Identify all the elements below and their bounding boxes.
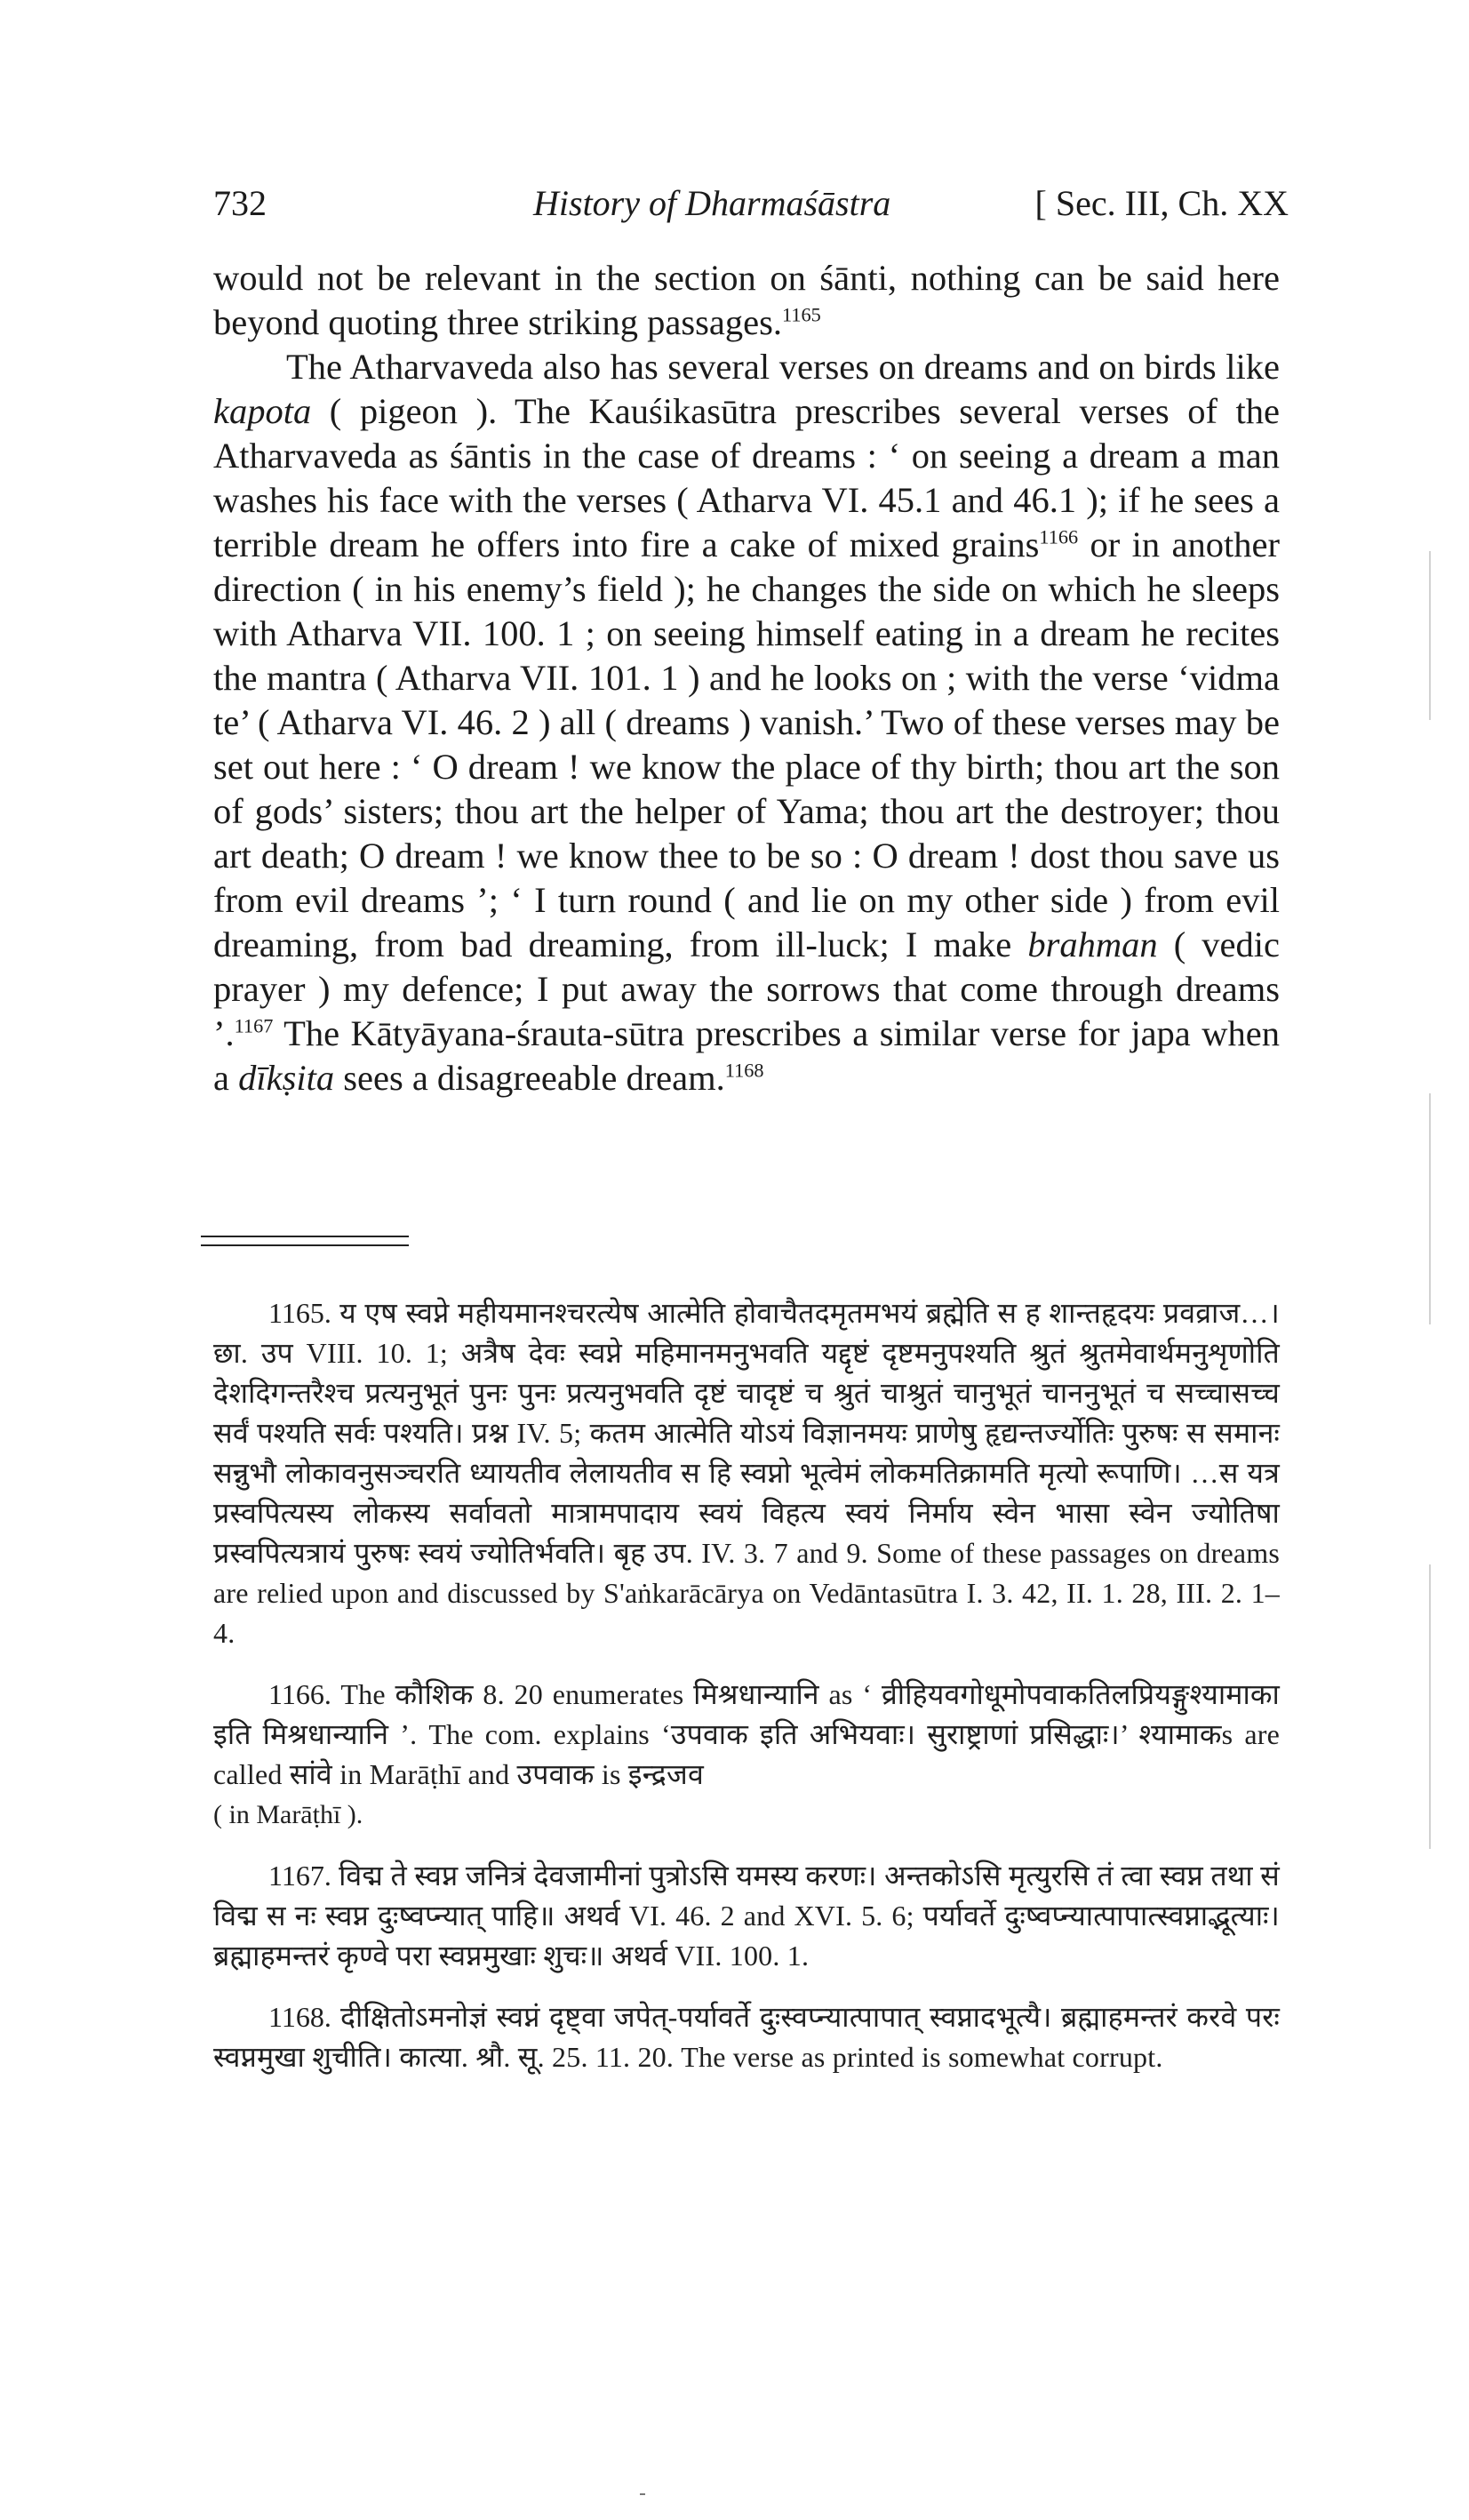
footnote-ref-1165: 1165 (782, 303, 821, 326)
footnote-1167 (213, 1856, 1280, 1976)
paragraph-2-text-c: or in another direction ( in his enemy’s field ); he changes the side on which he sleeps with Atharva VII. 100. 1 ; on seeing himself eating in a dream he recites the mantra ( Atharva VII. 101. 1 ) and he looks on ; with the verse ‘vidma te’ ( Atharva VI. 46. 2 ) all ( dreams ) vanish.’ Two of these verses may be set out here : ‘ O dream ! we know the place of thy birth; thou art the son of gods’ sisters; thou art the helper of Yama; thou art the destroyer; thou art death; O dream ! we know thee to be so : O dream ! dost thou save us from evil dreams ’; ‘ I turn round ( and lie on my other side ) from evil dreaming, from bad dreaming, from ill-luck; I make (213, 524, 1280, 964)
term-kapota: kapota (213, 391, 312, 431)
paragraph-1-text: would not be relevant in the section on śānti, nothing can be said here beyond quoting three striking passages. (213, 258, 1280, 342)
running-header (213, 182, 1289, 236)
footnotes (213, 1293, 1280, 2099)
footnote-number: 1167. (268, 1860, 331, 1892)
term-diksita: dīkṣita (238, 1058, 335, 1098)
section-label: [ Sec. III, Ch. XX (1034, 183, 1289, 223)
footnote-ref-1167: 1167 (234, 1014, 274, 1037)
footnote-text: दीक्षितोऽमनोज्ञं स्वप्नं दृष्ट्वा जपेत्-पर्यावर्ते दुःस्वप्न्यात्पापात् स्वप्नादभूत्यै। ब्रह्माहमन्तरं करवे परः स्वप्नमुखा शुचीति। कात्या. श्रौ. सू. 25. 11. 20. The verse as printed is somewhat corrupt. (213, 2001, 1280, 2073)
paragraph-2-text-f: sees a disagreeable dream. (334, 1058, 725, 1098)
page-number: 732 (213, 183, 267, 223)
footnote-1168 (213, 1997, 1280, 2077)
footnote-text: The कौशिक 8. 20 enumerates मिश्रधान्यानि as ‘ व्रीहियवगोधूमोपवाकतिलप्रियङ्गुश्यामाका इति मिश्रधान्यानि ’. The com. explains ‘उपवाक इति अभियवाः। सुराष्ट्राणां प्रसिद्धाः।’ श्यामाकs are called सांवे in Marāṭhī and उपवाक is इन्द्रजव (213, 1678, 1280, 1790)
paragraph-2-text-d: ( vedic prayer ) my defence; I put away the sorrows that come through dreams ’. (213, 924, 1280, 1053)
footnote-number: 1165. (268, 1297, 331, 1329)
footnote-ref-1166: 1166 (1039, 525, 1079, 548)
paragraph-2-text-b: ( pigeon ). The Kauśikasūtra prescribes several verses of the Atharvaveda as śāntis in the case of dreams : ‘ on seeing a dream a man washes his face with the verses ( Atharva VI. 45.1 and 46.1 ); if he sees a terrible dream he offers into fire a cake of mixed grains (213, 391, 1280, 564)
footnote-text: विद्म ते स्वप्न जनित्रं देवजामीनां पुत्रोऽसि यमस्य करणः। अन्तकोऽसि मृत्युरसि तं त्वा स्वप्न तथा सं विद्म स नः स्वप्न दुःष्वप्न्यात् पाहि॥ अथर्व VI. 46. 2 and XVI. 5. 6; पर्यावर्ते दुःष्वप्न्यात्पापात्स्वप्नाद्भूत्याः। ब्रह्माहमन्तरं कृण्वे परा स्वप्नमुखाः शुचः॥ अथर्व VII. 100. 1. (213, 1860, 1281, 1972)
scan-edge-mark (1429, 551, 1431, 720)
footnote-text-trailing: ( in Marāṭhī ). (213, 1800, 363, 1829)
running-title: History of Dharmaśāstra (533, 183, 891, 223)
footnote-1165 (213, 1293, 1280, 1653)
footnote-text: य एष स्वप्ने महीयमानश्चरत्येष आत्मेति होवाचैतदमृतमभयं ब्रह्मेति स ह शान्तहृदयः प्रवव्राज…। छा. उप VIII. 10. 1; अत्रैष देवः स्वप्ने महिमानमनुभवति यद्दृष्टं दृष्टमनुपश्यति श्रुतं श्रुतमेवार्थमनुशृणोति देशदिगन्तरैश्च प्रत्यनुभूतं पुनः पुनः प्रत्यनुभवति दृष्टं चादृष्टं च श्रुतं चाश्रुतं चानुभूतं चाननुभूतं च सच्चासच्च सर्वं पश्यति सर्वः पश्यति। प्रश्न IV. 5; कतम आत्मेति योऽयं विज्ञानमयः प्राणेषु हृद्यन्तर्ज्योतिः पुरुषः स समानः सन्नुभौ लोकावनुसञ्चरति ध्यायतीव लेलायतीव स हि स्वप्नो भूत्वेमं लोकमतिक्रामति मृत्यो रूपाणि। …स यत्र प्रस्वपित्यस्य लोकस्य सर्वावतो मात्रामपादाय स्वयं विहत्य स्वयं निर्माय स्वेन भासा स्वेन ज्योतिषा प्रस्वपित्यत्रायं पुरुषः स्वयं ज्योतिर्भवति। बृह उप. IV. 3. 7 and 9. Some of these passages on dreams are relied upon and discussed by S'aṅkarācārya on Vedāntasūtra I. 3. 42, II. 1. 28, III. 2. 1–4. (213, 1297, 1280, 1649)
main-text (213, 256, 1280, 1100)
footnote-ref-1168: 1168 (724, 1059, 764, 1082)
footnote-number: 1166. (268, 1678, 331, 1710)
paragraph-2-text-e: The Kātyāyana-śrauta-sūtra prescribes a similar verse for japa when a (213, 1013, 1280, 1098)
footnote-rule-top (201, 1236, 409, 1237)
term-brahman: brahman (1027, 924, 1158, 964)
footnote-number: 1168. (268, 2001, 331, 2033)
page-bottom-mark (640, 2493, 645, 2495)
scan-edge-mark (1429, 1564, 1431, 1849)
scan-edge-mark (1429, 1093, 1431, 1324)
paragraph-2-text-a: The Atharvaveda also has several verses on dreams and on birds like (286, 347, 1280, 387)
paragraph-2 (213, 345, 1280, 1100)
paragraph-1 (213, 256, 1280, 345)
footnote-rule-bottom (201, 1244, 409, 1246)
footnote-1166 (213, 1675, 1280, 1835)
